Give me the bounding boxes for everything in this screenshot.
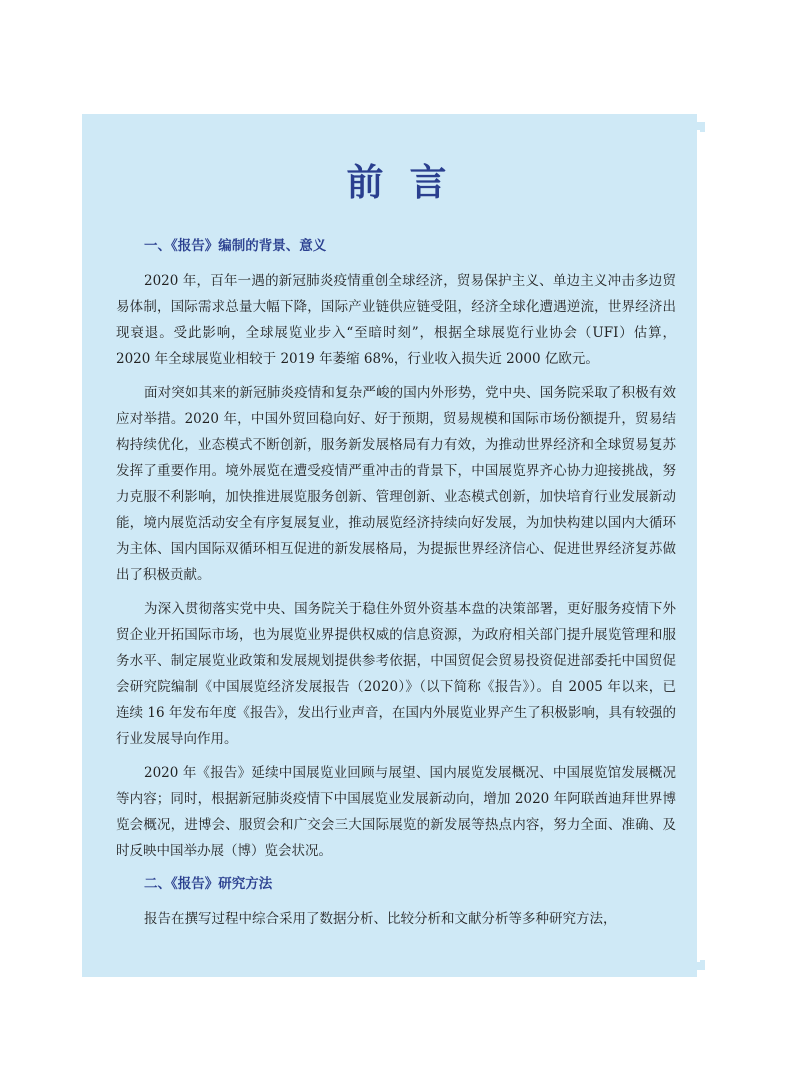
corner-decoration — [700, 127, 705, 132]
corner-decoration — [91, 127, 96, 132]
document-body — [116, 234, 676, 940]
section-heading: 二、《报告》研究方法 — [144, 876, 273, 892]
paragraph: 面对突如其来的新冠肺炎疫情和复杂严峻的国内外形势，党中央、国务院采取了积极有效应对举措。2020 年，中国外贸回稳向好、好于预期，贸易规模和国际市场份额提升，贸易结构持续优化，业态模式不断创新，服务新发展格局有力有效，为推动世界经济和全球贸易复苏发挥了重要作用。境外展览在遭受疫情严重冲击的背景下，中国展览界齐心协力迎接挑战，努力克服不利影响，加快推进展览服务创新、管理创新、业态模式创新，加快培育行业发展新动能，境内展览活动安全有序复展复业，推动展览经济持续向好发展，为加快构建以国内大循环为主体、国内国际双循环相互促进的新发展格局，为提振世界经济信心、促进世界经济复苏做出了积极贡献。 — [116, 385, 676, 583]
corner-decoration — [700, 960, 705, 965]
corner-decoration — [91, 960, 96, 965]
page-title: 前言 — [346, 161, 473, 204]
paragraph: 报告在撰写过程中综合采用了数据分析、比较分析和文献分析等多种研究方法， — [144, 911, 617, 927]
section-heading: 一、《报告》编制的背景、意义 — [144, 238, 327, 254]
paragraph: 为深入贯彻落实党中央、国务院关于稳住外贸外资基本盘的决策部署，更好服务疫情下外贸企业开拓国际市场，也为展览业界提供权威的信息资源，为政府相关部门提升展览管理和服务水平、制定展览业政策和发展规划提供参考依据，中国贸促会贸易投资促进部委托中国贸促会研究院编制《中国展览经济发展报告（2020）》（以下简称《报告》）。自 2005 年以来，已连续 16 年发布年度《报告》，发出行业声音，在国内外展览业界产生了积极影响，具有较强的行业发展导向作用。 — [116, 601, 676, 747]
paragraph: 2020 年《报告》延续中国展览业回顾与展望、国内展览发展概况、中国展览馆发展概况等内容；同时，根据新冠肺炎疫情下中国展览业发展新动向，增加 2020 年阿联酋迪拜世界博览会概况，进博会、服贸会和广交会三大国际展览的新发展等热点内容，努力全面、准确、及时反映中国举办展（博）览会状况。 — [116, 765, 676, 859]
paragraph: 2020 年，百年一遇的新冠肺炎疫情重创全球经济，贸易保护主义、单边主义冲击多边贸易体制，国际需求总量大幅下降，国际产业链供应链受阻，经济全球化遭遇逆流，世界经济出现衰退。受此影响，全球展览业步入“至暗时刻”，根据全球展览行业协会（UFI）估算，2020 年全球展览业相较于 2019 年萎缩 68%，行业收入损失近 2000 亿欧元。 — [116, 273, 676, 367]
